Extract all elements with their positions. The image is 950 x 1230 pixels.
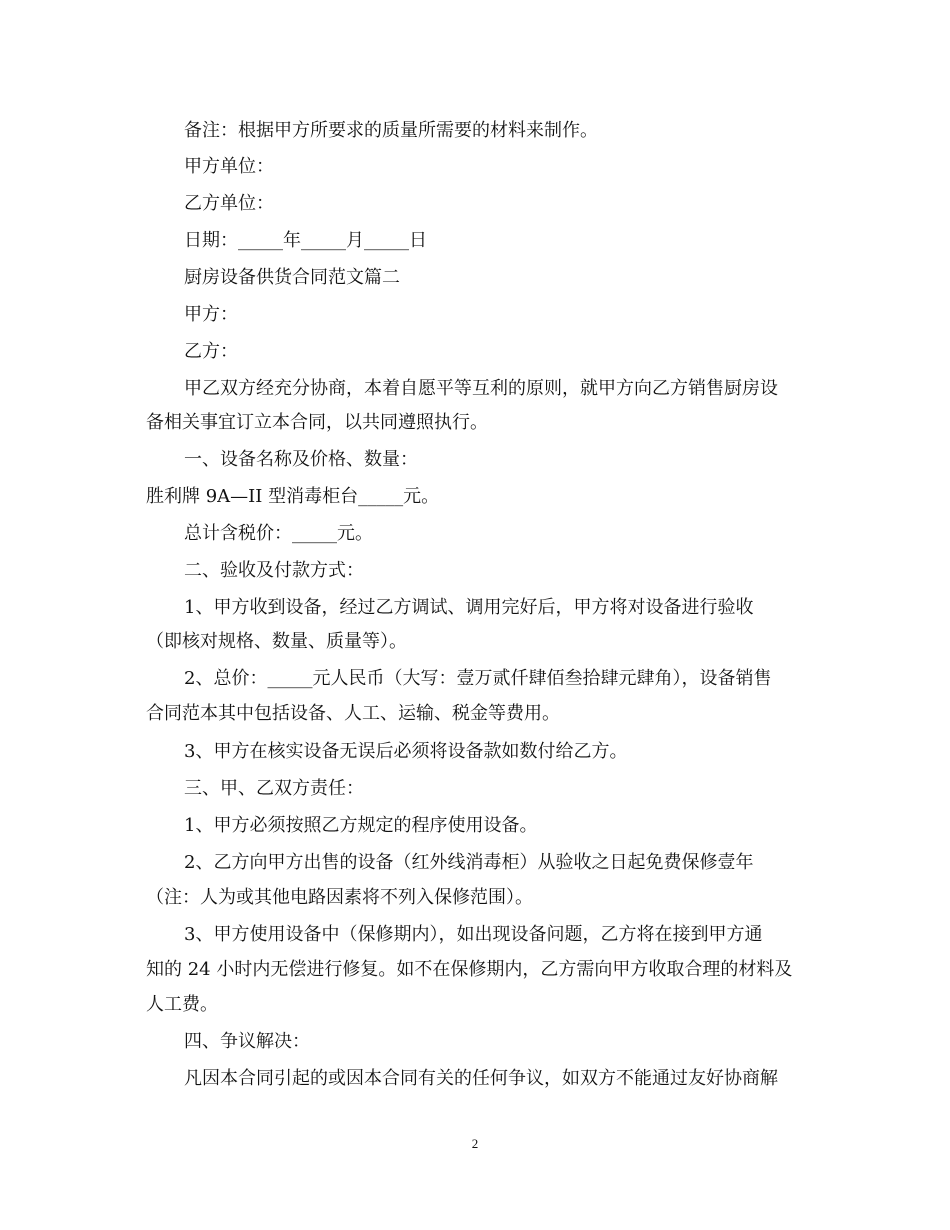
party-b-unit: 乙方单位： — [184, 193, 274, 214]
paragraph-line: （注：人为或其他电路因素将不列入保修范围）。 — [146, 887, 533, 908]
clause-heading: 四、争议解决： — [184, 1031, 310, 1052]
paragraph-line: 3、甲方在核实设备无误后必须将设备款如数付给乙方。 — [184, 741, 628, 762]
party-a-unit: 甲方单位： — [184, 156, 274, 177]
paragraph-line: 知的 24 小时内无偿进行修复。如不在保修期内，乙方需向甲方收取合理的材料及 — [146, 959, 793, 980]
clause-heading: 一、设备名称及价格、数量： — [184, 449, 418, 470]
paragraph-line: 总计含税价：_____元。 — [184, 523, 373, 544]
date-line: 日期：_____年_____月_____日 — [184, 230, 427, 251]
paragraph-line: 甲乙双方经充分协商，本着自愿平等互利的原则，就甲方向乙方销售厨房设 — [184, 378, 778, 399]
party-a: 甲方： — [184, 304, 238, 325]
paragraph-line: 1、甲方收到设备，经过乙方调试、调用完好后，甲方将对设备进行验收 — [184, 597, 754, 618]
party-b: 乙方： — [184, 341, 238, 362]
page-number: 2 — [471, 1136, 479, 1151]
note-line: 备注：根据甲方所要求的质量所需要的材料来制作。 — [184, 120, 598, 141]
paragraph-line: 备相关事宜订立本合同，以共同遵照执行。 — [146, 412, 488, 433]
paragraph-line: 人工费。 — [146, 994, 218, 1015]
paragraph-line: （即核对规格、数量、质量等）。 — [146, 631, 407, 652]
paragraph-line: 1、甲方必须按照乙方规定的程序使用设备。 — [184, 815, 538, 836]
clause-heading: 三、甲、乙双方责任： — [184, 778, 364, 799]
paragraph-line: 凡因本合同引起的或因本合同有关的任何争议，如双方不能通过友好协商解 — [184, 1068, 778, 1089]
paragraph-line: 胜利牌 9A—II 型消毒柜台_____元。 — [146, 486, 440, 507]
section-title: 厨房设备供货合同范文篇二 — [184, 267, 400, 288]
paragraph-line: 合同范本其中包括设备、人工、运输、税金等费用。 — [146, 703, 560, 724]
paragraph-line: 2、乙方向甲方出售的设备（红外线消毒柜）从验收之日起免费保修壹年 — [184, 852, 754, 873]
paragraph-line: 3、甲方使用设备中（保修期内），如出现设备问题，乙方将在接到甲方通 — [184, 924, 763, 945]
paragraph-line: 2、总价：_____元人民币（大写：壹万贰仟肆佰叁拾肆元肆角），设备销售 — [184, 668, 772, 689]
clause-heading: 二、验收及付款方式： — [184, 560, 364, 581]
